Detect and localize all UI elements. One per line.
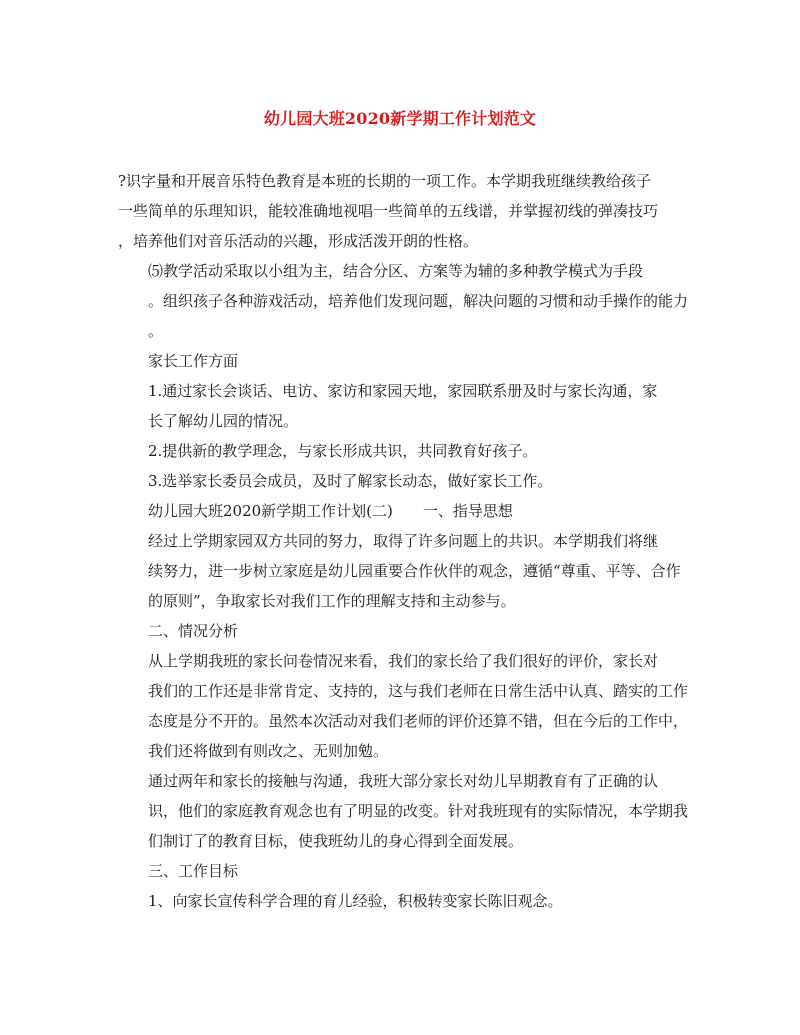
text-line: 。组织孩子各种游戏活动，培养他们发现问题，解决问题的习惯和动手操作的能力 — [148, 292, 689, 310]
document-body — [118, 166, 689, 916]
text-line: 我们的工作还是非常肯定、支持的，这与我们老师在日常生活中认真、踏实的工作 — [148, 682, 689, 700]
text-line: 一些简单的乐理知识，能较准确地视唱一些简单的五线谱，并掌握初线的弹凑技巧 — [118, 202, 659, 220]
paragraph — [118, 886, 684, 916]
text-line: 们制订了的教育目标，使我班幼儿的身心得到全面发展。 — [148, 832, 524, 850]
text-line: ?识字量和开展音乐特色教育是本班的长期的一项工作。本学期我班继续教给孩子 — [118, 172, 652, 190]
paragraph — [118, 376, 684, 436]
text-line: 识，他们的家庭教育观念也有了明显的改变。针对我班现有的实际情况，本学期我 — [148, 802, 689, 820]
text-line: 经过上学期家园双方共同的努力，取得了许多问题上的共识。本学期我们将继 — [148, 532, 659, 550]
paragraph — [118, 166, 684, 256]
text-line: 2.提供新的教学理念，与家长形成共识，共同教育好孩子。 — [148, 442, 538, 460]
paragraph — [118, 466, 684, 496]
text-line: 长了解幼儿园的情况。 — [148, 412, 299, 430]
paragraph — [118, 766, 689, 856]
text-line: 。 — [148, 322, 164, 340]
paragraph — [118, 646, 689, 766]
paragraph — [118, 496, 684, 526]
text-line: ，培养他们对音乐活动的兴趣，形成活泼开朗的性格。 — [118, 232, 479, 250]
paragraph — [118, 436, 684, 466]
paragraph — [118, 346, 684, 376]
text-line: 续努力，进一步树立家庭是幼儿园重要合作伙伴的观念，遵循“尊重、平等、合作 — [148, 562, 681, 580]
text-line: 1、向家长宣传科学合理的育儿经验，积极转变家长陈旧观念。 — [148, 892, 563, 910]
text-line: 3.选举家长委员会成员，及时了解家长动态，做好家长工作。 — [148, 472, 553, 490]
document-title: 幼儿园大班2020新学期工作计划范文 — [263, 109, 537, 128]
paragraph — [118, 616, 684, 646]
text-line: 家长工作方面 — [148, 352, 239, 370]
text-line: 态度是分不开的。虽然本次活动对我们老师的评价还算不错，但在今后的工作中， — [148, 712, 689, 730]
paragraph — [118, 256, 689, 346]
text-line: ⑸教学活动采取以小组为主，结合分区、方案等为辅的多种教学模式为手段 — [148, 262, 644, 280]
text-line: 从上学期我班的家长问卷情况来看，我们的家长给了我们很好的评价，家长对 — [148, 652, 659, 670]
text-line: 二、情况分析 — [148, 622, 239, 640]
text-line: 通过两年和家长的接触与沟通，我班大部分家长对幼儿早期教育有了正确的认 — [148, 772, 659, 790]
text-line: 三、工作目标 — [148, 862, 239, 880]
text-line: 的原则”，争取家长对我们工作的理解支持和主动参与。 — [148, 592, 516, 610]
text-line: 1.通过家长会谈话、电访、家访和家园天地，家园联系册及时与家长沟通，家 — [148, 382, 658, 400]
paragraph — [118, 526, 684, 616]
text-line: 幼儿园大班2020新学期工作计划(二) 一、指导思想 — [148, 502, 513, 520]
text-line: 我们还将做到有则改之、无则加勉。 — [148, 742, 389, 760]
paragraph — [118, 856, 684, 886]
